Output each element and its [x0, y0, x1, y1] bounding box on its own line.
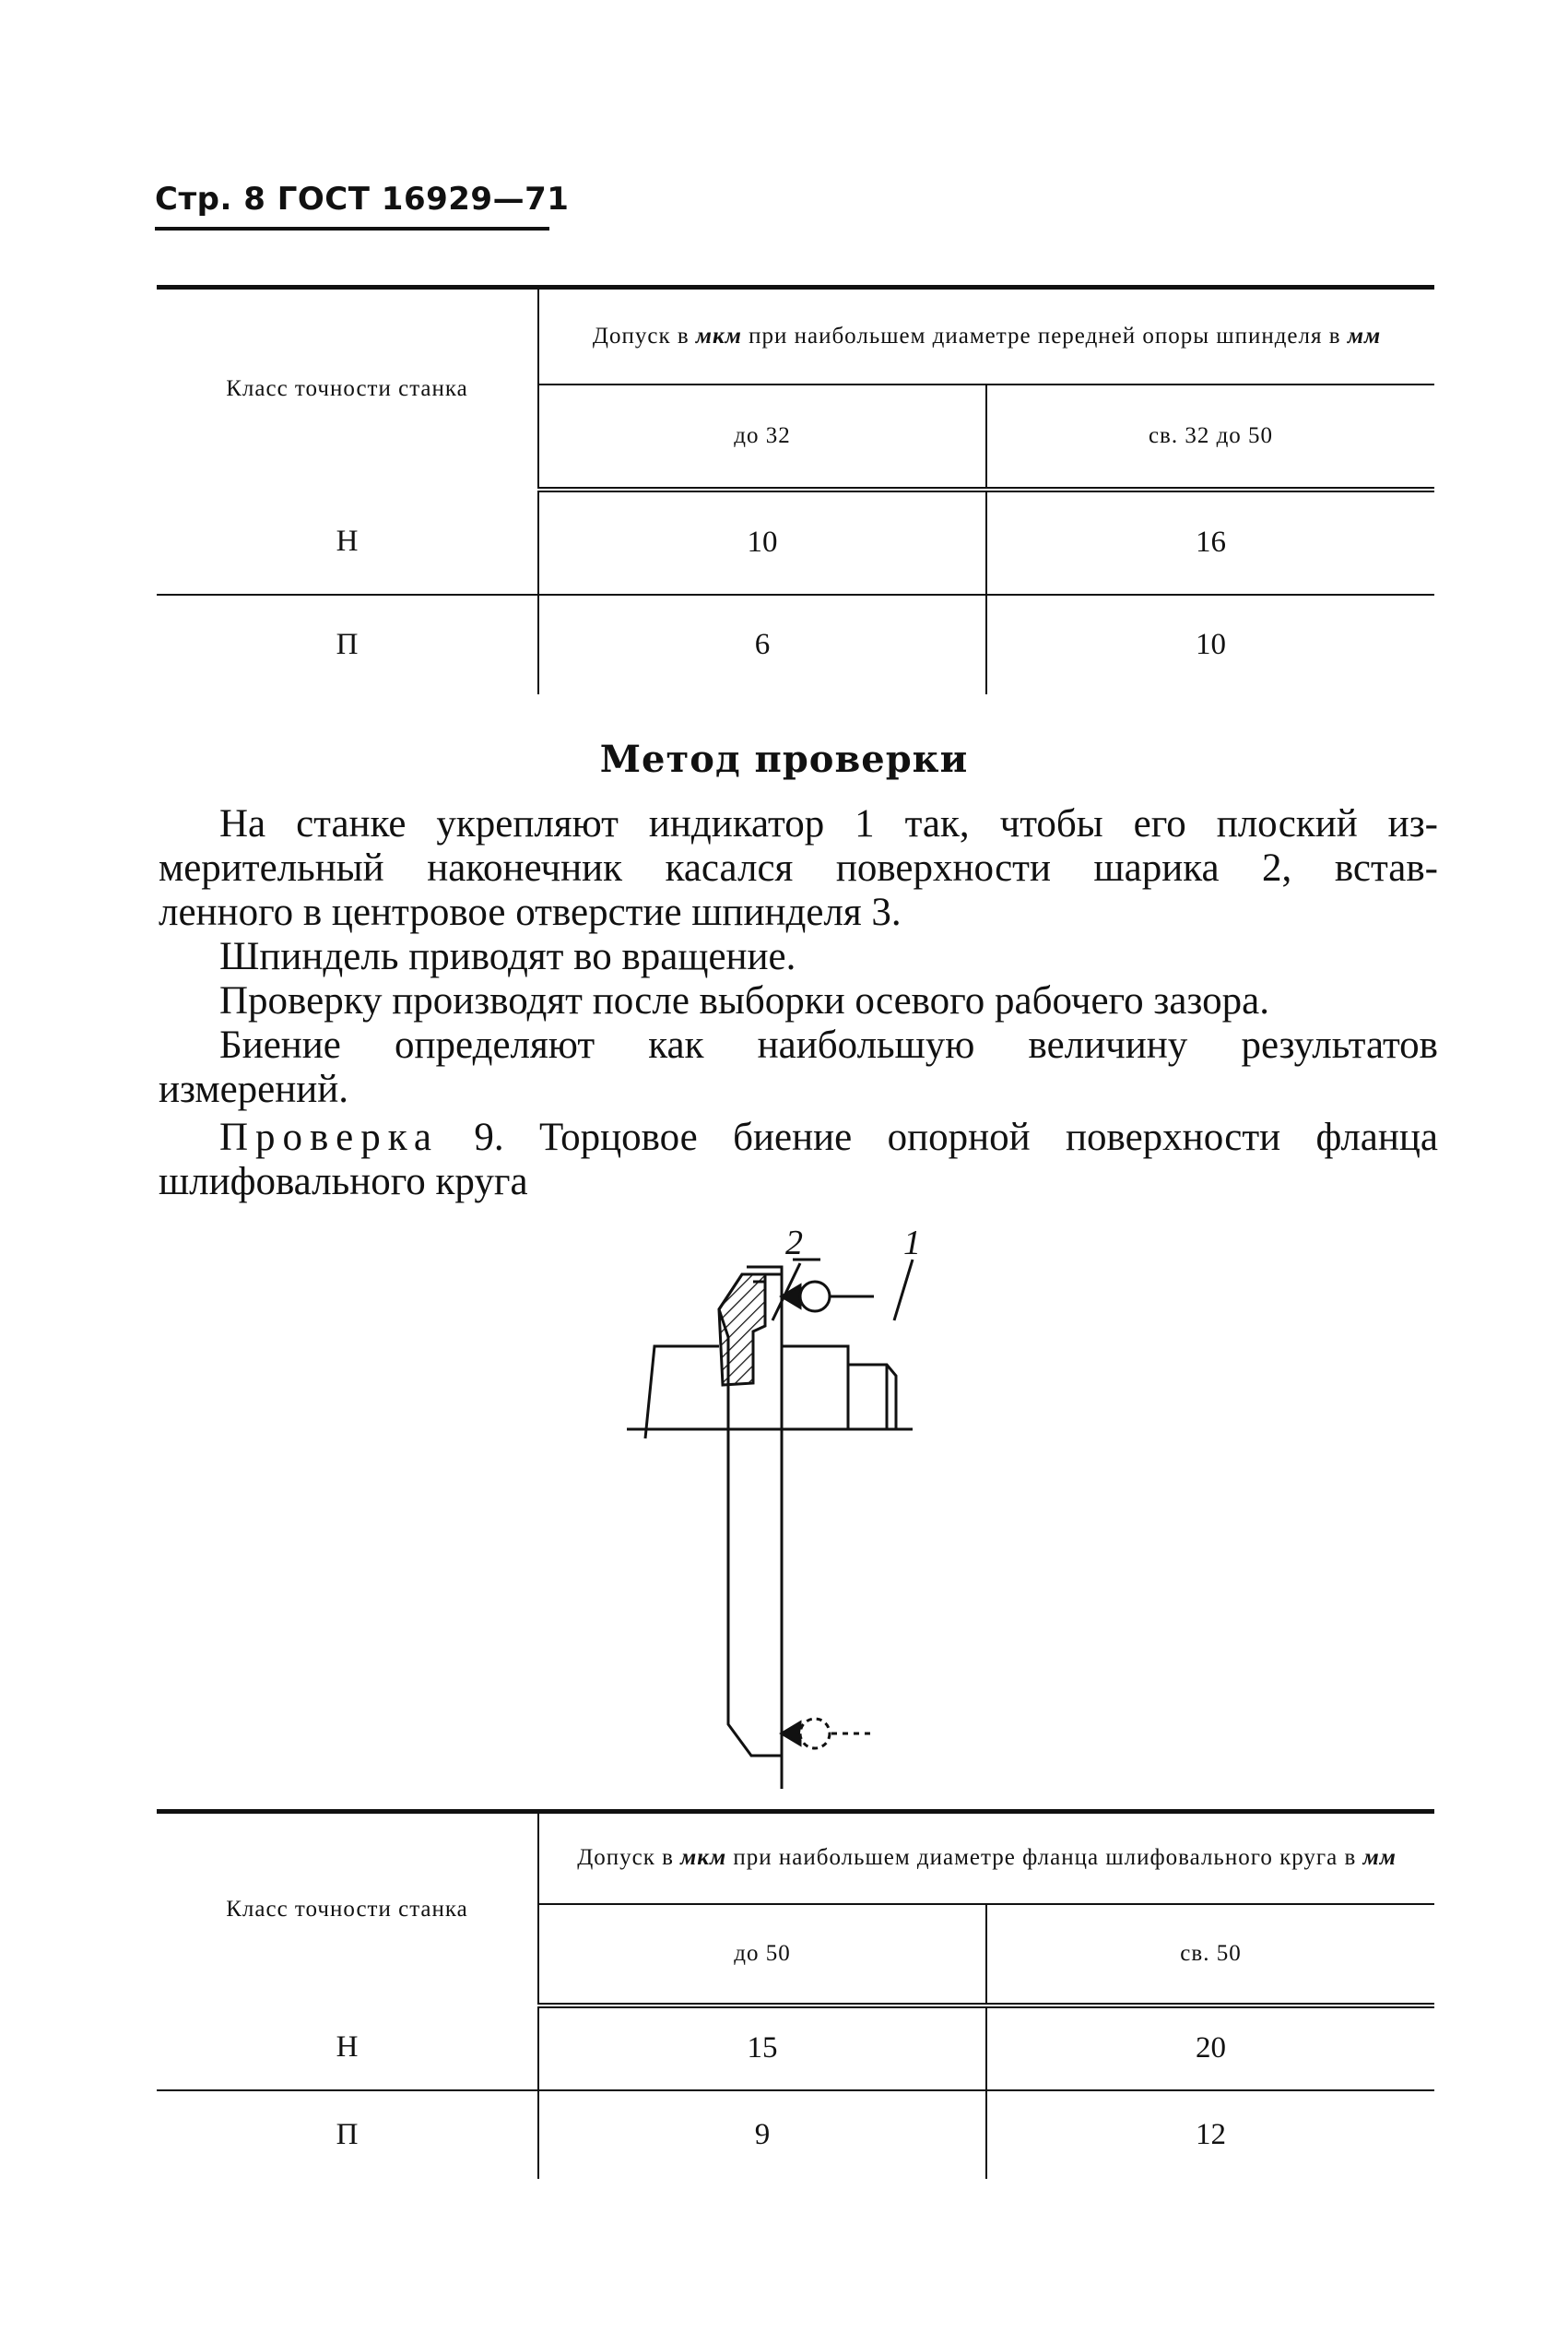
paragraph-line: измерений. [159, 1068, 349, 1111]
check-text [159, 1116, 1438, 1204]
check-title-line-2: шлифовального круга [159, 1160, 528, 1203]
flange [719, 1274, 782, 1756]
table-row [157, 490, 1434, 595]
ball-hatch [719, 1274, 765, 1385]
tolerance-header [538, 288, 1434, 385]
check-diagram [627, 1217, 977, 1789]
range-header-2: св. 32 до 50 [986, 385, 1434, 490]
check-label: Проверка [219, 1116, 440, 1159]
paragraph-line: Биение определяют как наибольшую величину результатов [219, 1024, 1438, 1067]
tolerance-header-prefix: Допуск в [592, 323, 690, 349]
paragraph-line: ленного в центровое отверстие шпинделя 3. [159, 891, 902, 934]
class-value: Н [157, 490, 538, 595]
hub-shoulder [848, 1365, 896, 1429]
method-text [159, 802, 1438, 1112]
tolerance-header [538, 1812, 1434, 1904]
figure-label-2: 2 [785, 1224, 803, 1262]
class-header: Класс точности станка [157, 288, 538, 490]
indicator-top [782, 1282, 894, 1320]
tolerance-header-prefix: Допуск в [577, 1845, 674, 1871]
range-header-1: до 50 [538, 1904, 986, 2006]
tolerance-unit-2: мм [1362, 1845, 1397, 1871]
hub-right [782, 1346, 848, 1429]
tolerance-value: 12 [1196, 2117, 1226, 2151]
tolerance-unit: мкм [680, 1845, 727, 1871]
range-header-1: до 32 [538, 385, 986, 490]
tolerance-header-middle: при наибольшем диаметре фланца шлифовального круга в [733, 1845, 1357, 1871]
header-rule [155, 227, 549, 231]
tolerance-table-2 [157, 1809, 1434, 2179]
tolerance-value: 10 [538, 490, 986, 595]
indicator-bottom [782, 1719, 874, 1748]
class-value: Н [157, 2006, 538, 2090]
tolerance-header-middle: при наибольшем диаметре передней опоры шпинделя в [749, 323, 1341, 349]
hub-left [645, 1346, 719, 1438]
paragraph-line: мерительный наконечник касался поверхности шарика 2, встав- [159, 846, 1438, 890]
paragraph-line: На станке укрепляют индикатор 1 так, чтобы его плоский из- [219, 802, 1438, 846]
tolerance-value: 9 [538, 2090, 986, 2179]
range-header-2: св. 50 [986, 1904, 1434, 2006]
tolerance-table-1 [157, 285, 1434, 694]
class-value: П [157, 2090, 538, 2179]
tolerance-value: 15 [538, 2006, 986, 2090]
class-header: Класс точности станка [157, 1812, 538, 2006]
table-row [157, 2006, 1434, 2090]
tolerance-value: 10 [1196, 627, 1226, 661]
tolerance-value: 6 [538, 595, 986, 694]
class-value: П [157, 595, 538, 694]
page-header: Стр. 8 ГОСТ 16929—71 [155, 181, 570, 218]
check-title-line [159, 1116, 1438, 1160]
tolerance-value: 16 [986, 490, 1434, 595]
figure-label-1: 1 [903, 1224, 921, 1262]
table-row [157, 2090, 1434, 2179]
tolerance-unit: мкм [695, 323, 742, 349]
paragraph: Шпиндель приводят во вращение. [219, 935, 796, 978]
paragraph: Проверку производят после выборки осевого рабочего зазора. [219, 979, 1269, 1023]
check-title-rest: 9. Торцовое биение опорной поверхности фланца [439, 1116, 1438, 1159]
tolerance-unit-2: мм [1347, 323, 1382, 349]
tolerance-value: 20 [986, 2006, 1434, 2090]
leader-line-1 [894, 1260, 913, 1320]
table-row [157, 595, 1434, 694]
section-title: Метод проверки [599, 738, 969, 781]
